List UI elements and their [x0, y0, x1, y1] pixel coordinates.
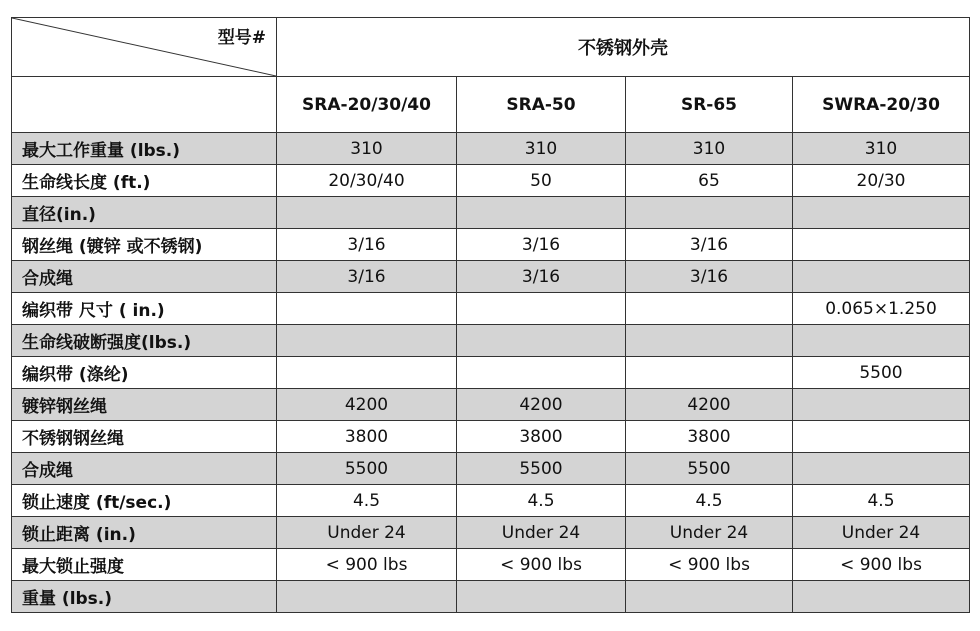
table-cell [793, 581, 970, 613]
table-row [12, 549, 970, 581]
table-cell [626, 357, 793, 389]
table-cell [277, 581, 457, 613]
table-cell: 4200 [277, 389, 457, 421]
row-label: 编织带 (涤纶) [12, 357, 277, 389]
table-cell: 310 [626, 133, 793, 165]
table-cell [793, 325, 970, 357]
spec-table [11, 17, 970, 613]
table-cell: 3/16 [457, 229, 626, 261]
table-cell: 20/30/40 [277, 165, 457, 197]
table-cell: 3800 [277, 421, 457, 453]
table-cell [457, 357, 626, 389]
table-cell [793, 421, 970, 453]
table-cell: 5500 [457, 453, 626, 485]
table-cell [793, 197, 970, 229]
table-cell: 4.5 [277, 485, 457, 517]
table-cell [277, 325, 457, 357]
table-cell: 310 [277, 133, 457, 165]
table-cell [457, 325, 626, 357]
table-cell: < 900 lbs [457, 549, 626, 581]
table-cell: Under 24 [793, 517, 970, 549]
table-cell: 4.5 [457, 485, 626, 517]
table-cell: 3/16 [457, 261, 626, 293]
row-label: 合成绳 [12, 453, 277, 485]
table-row [12, 485, 970, 517]
header-row-models [12, 77, 970, 133]
table-row [12, 165, 970, 197]
row-label: 生命线破断强度(lbs.) [12, 325, 277, 357]
row-label: 重量 (lbs.) [12, 581, 277, 613]
table-cell: 3/16 [626, 229, 793, 261]
table-cell [626, 581, 793, 613]
table-cell [793, 229, 970, 261]
row-label: 编织带 尺寸 ( in.) [12, 293, 277, 325]
model-header-4: SWRA-20/30 [793, 77, 970, 133]
table-cell [277, 197, 457, 229]
table-row [12, 357, 970, 389]
housing-group-title: 不锈钢外壳 [277, 18, 970, 77]
table-cell [277, 357, 457, 389]
row-label: 直径(in.) [12, 197, 277, 229]
table-row [12, 581, 970, 613]
table-cell: Under 24 [626, 517, 793, 549]
row-label: 最大锁止强度 [12, 549, 277, 581]
table-cell: 310 [793, 133, 970, 165]
row-label: 锁止距离 (in.) [12, 517, 277, 549]
table-cell: 5500 [793, 357, 970, 389]
table-cell: 5500 [277, 453, 457, 485]
row-label: 不锈钢钢丝绳 [12, 421, 277, 453]
table-cell: < 900 lbs [626, 549, 793, 581]
table-cell: 0.065×1.250 [793, 293, 970, 325]
table-cell [626, 293, 793, 325]
table-cell [626, 197, 793, 229]
table-cell [277, 293, 457, 325]
row-label: 钢丝绳 (镀锌 或不锈钢) [12, 229, 277, 261]
table-cell: 4.5 [793, 485, 970, 517]
model-header-2: SRA-50 [457, 77, 626, 133]
table-cell: 3800 [457, 421, 626, 453]
table-cell: 20/30 [793, 165, 970, 197]
table-cell: 3/16 [277, 261, 457, 293]
table-row [12, 133, 970, 165]
table-cell [457, 581, 626, 613]
table-row [12, 261, 970, 293]
row-label: 锁止速度 (ft/sec.) [12, 485, 277, 517]
table-cell: 4.5 [626, 485, 793, 517]
model-header-3: SR-65 [626, 77, 793, 133]
table-row [12, 517, 970, 549]
table-row [12, 229, 970, 261]
row-label: 镀锌钢丝绳 [12, 389, 277, 421]
table-cell: 4200 [626, 389, 793, 421]
table-cell: 50 [457, 165, 626, 197]
table-cell [793, 389, 970, 421]
table-cell [457, 293, 626, 325]
table-row [12, 453, 970, 485]
table-cell: 3/16 [626, 261, 793, 293]
table-row [12, 197, 970, 229]
table-cell: 65 [626, 165, 793, 197]
header-row-group [12, 18, 970, 77]
table-cell [793, 453, 970, 485]
table-cell: 3/16 [277, 229, 457, 261]
table-cell: 310 [457, 133, 626, 165]
table-cell [626, 325, 793, 357]
table-row [12, 389, 970, 421]
table-cell: 3800 [626, 421, 793, 453]
table-cell [457, 197, 626, 229]
row-label: 生命线长度 (ft.) [12, 165, 277, 197]
table-cell: Under 24 [277, 517, 457, 549]
table-cell: Under 24 [457, 517, 626, 549]
table-cell [793, 261, 970, 293]
table-cell: 4200 [457, 389, 626, 421]
table-row [12, 421, 970, 453]
table-cell: < 900 lbs [793, 549, 970, 581]
table-cell: 5500 [626, 453, 793, 485]
corner-header-cell [12, 18, 277, 77]
row-label: 合成绳 [12, 261, 277, 293]
row-label: 最大工作重量 (lbs.) [12, 133, 277, 165]
table-cell: < 900 lbs [277, 549, 457, 581]
model-number-label: 型号# [217, 28, 266, 48]
table-row [12, 293, 970, 325]
table-row [12, 325, 970, 357]
blank-header-cell [12, 77, 277, 133]
model-header-1: SRA-20/30/40 [277, 77, 457, 133]
